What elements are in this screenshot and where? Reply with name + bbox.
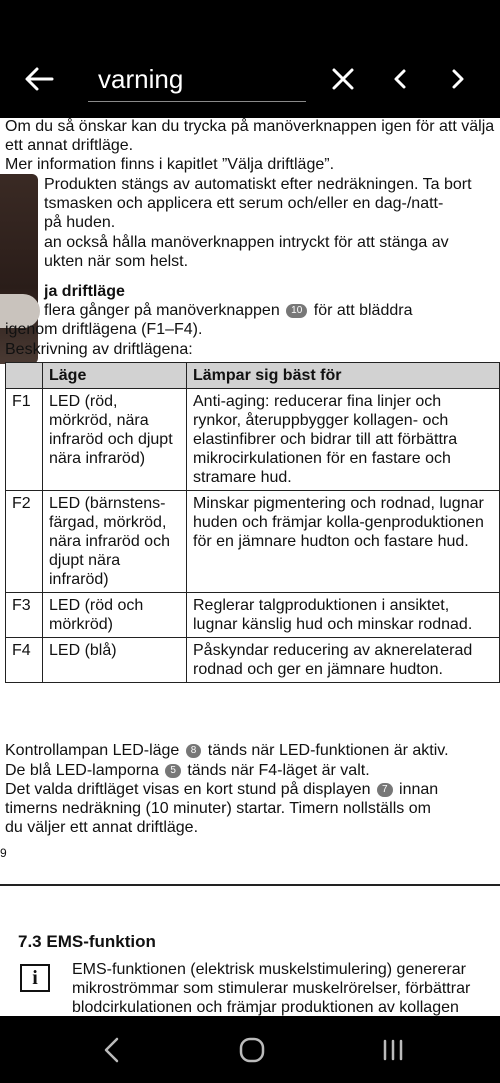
paragraph: flera gånger på manöverknappen 10 för att bläddra <box>44 302 413 319</box>
chevron-right-icon[interactable] <box>448 66 468 92</box>
search-input[interactable] <box>88 56 306 102</box>
table-cell: F3 <box>6 593 43 638</box>
paragraph: ukten när som helst. <box>44 253 189 270</box>
paragraph: Produkten stängs av automatiskt efter nedräkningen. Ta bort <box>44 176 472 193</box>
info-icon: i <box>20 964 50 992</box>
paragraph: Mer information finns i kapitlet ”Välja driftläge”. <box>5 156 335 173</box>
nav-home-icon[interactable] <box>238 1036 266 1064</box>
table-row <box>6 638 500 683</box>
table-cell: LED (blå) <box>43 638 187 683</box>
callout-badge: 7 <box>377 783 393 797</box>
subheading: ja driftläge <box>44 283 125 300</box>
paragraph: på huden. <box>44 214 116 231</box>
callout-badge: 10 <box>286 304 307 318</box>
paragraph: an också hålla manöverknappen intryckt för att stänga av <box>44 234 449 251</box>
search-query: varning <box>98 64 184 94</box>
paragraph: Beskrivning av driftlägena: <box>5 341 193 358</box>
paragraph: Om du så önskar kan du trycka på manöverknappen igen för att välja ett annat driftläge. <box>5 118 495 154</box>
page-divider <box>0 884 500 886</box>
paragraph: timerns nedräkning (10 minuter) startar. Timern nollställs om <box>5 800 431 817</box>
table-cell: Anti-aging: reducerar fina linjer och rynkor, återuppbygger kollagen- och elastinfibrer och bidrar till att förbättra mikrocirkulationen för en fastare och stramare hud. <box>187 389 500 491</box>
status-bar <box>0 0 500 40</box>
document-page <box>0 118 500 1016</box>
table-row <box>6 389 500 491</box>
table-header-cell: Lämpar sig bäst för <box>187 363 500 389</box>
table-row <box>6 593 500 638</box>
paragraph: du väljer ett annat driftläge. <box>5 819 199 836</box>
table-cell: LED (bärnstens-färgad, mörkröd, nära infraröd och djupt nära infraröd) <box>43 491 187 593</box>
paragraph: igenom driftlägena (F1–F4). <box>5 321 203 338</box>
table-cell: Påskyndar reducering av aknerelaterad rodnad och ger en jämnare hudton. <box>187 638 500 683</box>
paragraph: tsmasken och applicera ett serum och/eller en dag-/natt- <box>44 195 444 212</box>
callout-badge: 8 <box>186 744 202 758</box>
modes-table <box>5 362 500 683</box>
table-cell: F1 <box>6 389 43 491</box>
table-cell: LED (röd och mörkröd) <box>43 593 187 638</box>
table-cell: F4 <box>6 638 43 683</box>
table-header-cell: Läge <box>43 363 187 389</box>
paragraph: De blå LED-lamporna 5 tänds när F4-läget är valt. <box>5 762 370 779</box>
table-cell: Minskar pigmentering och rodnad, lugnar huden och främjar kolla-genproduktionen för en jämnare hudton och fastare hud. <box>187 491 500 593</box>
table-cell: Reglerar talgproduktionen i ansiktet, lugnar känslig hud och minskar rodnad. <box>187 593 500 638</box>
callout-badge: 5 <box>165 764 181 778</box>
table-header-cell <box>6 363 43 389</box>
table-cell: F2 <box>6 491 43 593</box>
search-toolbar <box>0 40 500 118</box>
paragraph: Kontrollampan LED-läge 8 tänds när LED-funktionen är aktiv. <box>5 742 449 759</box>
close-icon[interactable] <box>330 66 356 92</box>
section-title: 7.3 EMS-funktion <box>18 932 156 951</box>
page-number: 9 <box>0 846 7 860</box>
system-nav-bar <box>0 1016 500 1083</box>
back-arrow-icon[interactable] <box>22 62 56 96</box>
paragraph: Det valda driftläget visas en kort stund på displayen 7 innan <box>5 781 439 798</box>
table-cell: LED (röd, mörkröd, nära infraröd och djupt nära infraröd) <box>43 389 187 491</box>
chevron-left-icon[interactable] <box>390 66 410 92</box>
nav-back-icon[interactable] <box>100 1036 124 1064</box>
table-row <box>6 491 500 593</box>
nav-recent-apps-icon[interactable] <box>378 1038 408 1062</box>
table-header-row <box>6 363 500 389</box>
paragraph: EMS-funktionen (elektrisk muskelstimulering) genererar mikroströmmar som stimulerar muskelrörelser, förbättrar blodcirkulationen och främjar produktionen av kollagen <box>72 961 471 1016</box>
